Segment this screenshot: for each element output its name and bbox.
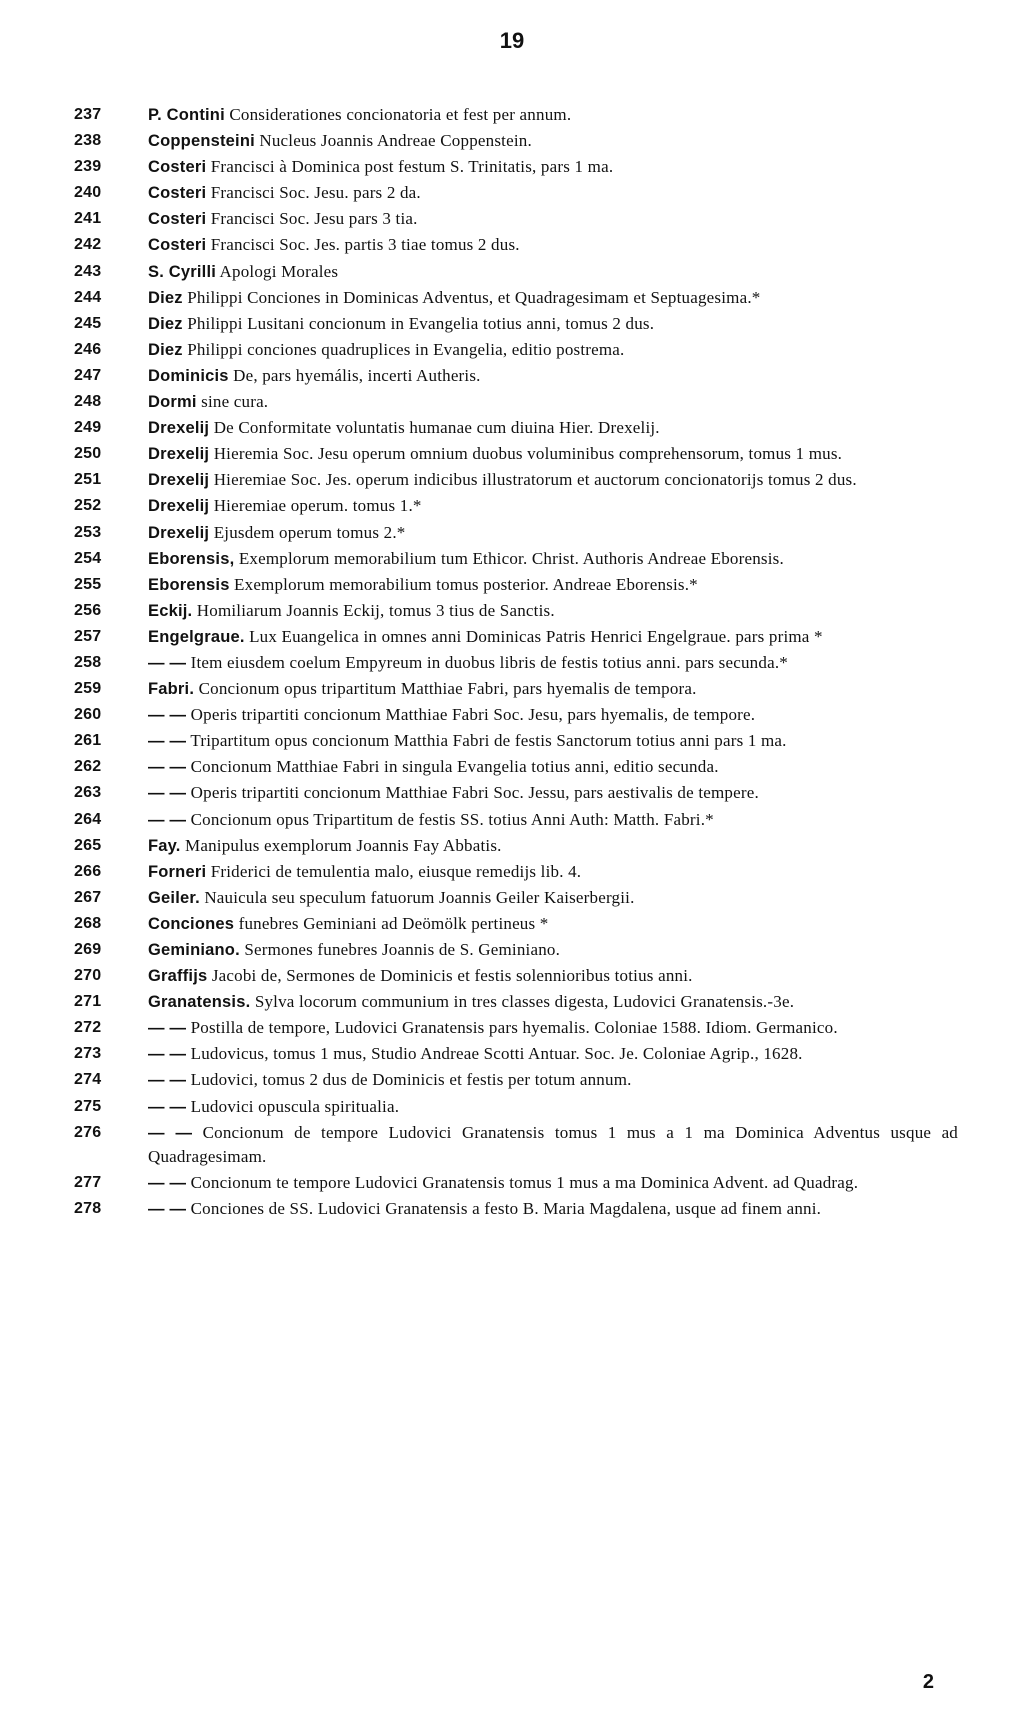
catalogue-entry [74, 207, 958, 232]
entry-number: 272 [74, 1019, 102, 1037]
entry-number: 240 [74, 184, 102, 202]
entry-text: Hieremiae Soc. Jes. operum indicibus illustratorum et auctorum concionatorijs tomus 2 dus. [213, 470, 857, 490]
entry-heading: Diez [148, 288, 183, 307]
entry-number: 269 [74, 941, 102, 958]
entry-text: Jacobi de, Sermones de Dominicis et festis solennioribus totius anni. [211, 966, 693, 986]
entry-heading: Fabri. [148, 680, 195, 699]
entry-text: Concionum te tempore Ludovici Granatensis tomus 1 mus a ma Dominica Advent. ad Quadrag. [190, 1173, 859, 1193]
entry-number: 237 [74, 106, 102, 123]
catalogue-entry [74, 494, 958, 519]
catalogue-entry [74, 651, 958, 676]
entry-text: Ejusdem operum tomus 2.* [213, 522, 406, 542]
page-number: 19 [499, 28, 525, 53]
entry-heading: Costeri [148, 184, 207, 203]
entry-text: Tripartitum opus concionum Matthia Fabri de festis Sanctorum totius anni pars 1 ma. [190, 731, 787, 751]
entry-text: Sylva locorum communium in tres classes digesta, Ludovici Granatensis.-3e. [254, 992, 795, 1012]
entry-text: Postilla de tempore, Ludovici Granatensis pars hyemalis. Coloniae 1588. Idiom. Germanico. [190, 1018, 838, 1038]
entry-heading: Eckij. [148, 601, 193, 620]
catalogue-entry [74, 442, 958, 467]
entry-text: De, pars hyemális, incerti Autheris. [233, 365, 481, 385]
entry-text: Item eiusdem coelum Empyreum in duobus libris de festis totius anni. pars secunda.* [190, 652, 788, 672]
catalogue-entry [74, 781, 958, 806]
entry-heading: — — [148, 1019, 187, 1038]
catalogue-entry [74, 129, 958, 154]
catalogue-entry [74, 1171, 958, 1196]
entry-number: 253 [74, 523, 102, 541]
entry-number: 243 [74, 262, 102, 280]
entry-heading: — — [148, 732, 187, 751]
entry-heading: Graffijs [148, 967, 208, 986]
entry-heading: Eborensis [148, 575, 230, 594]
catalogue-entry [74, 677, 958, 702]
entry-text: Hieremiae operum. tomus 1.* [213, 496, 422, 516]
entry-number: 242 [74, 236, 102, 254]
entry-heading: — — [148, 1071, 187, 1090]
entry-text: Friderici de temulentia malo, eiusque remedijs lib. 4. [210, 861, 582, 881]
catalogue-entry [74, 938, 958, 963]
entry-text: sine cura. [201, 392, 269, 412]
catalogue-entry [74, 416, 958, 441]
entry-heading: Drexelij [148, 471, 210, 490]
entry-text: funebres Geminiani ad Deömölk pertineus * [238, 913, 549, 933]
entry-number: 255 [74, 575, 102, 593]
entry-number: 256 [74, 601, 102, 619]
entry-number: 244 [74, 288, 102, 306]
entry-heading: Geminiano. [148, 941, 240, 959]
entry-number: 278 [74, 1200, 102, 1218]
catalogue-entry [74, 964, 958, 989]
entry-number: 252 [74, 497, 102, 515]
entry-number: 261 [74, 732, 102, 750]
entry-heading: Drexelij [148, 497, 210, 516]
entry-heading: — — [148, 706, 187, 725]
entry-text: Concionum Matthiae Fabri in singula Evangelia totius anni, editio secunda. [190, 757, 719, 777]
entry-number: 238 [74, 132, 102, 150]
entry-heading: Forneri [148, 862, 207, 881]
catalogue-entry [74, 573, 958, 598]
entry-text: Philippi Lusitani concionum in Evangelia totius anni, tomus 2 dus. [187, 313, 655, 333]
entry-heading: Drexelij [148, 523, 210, 542]
entry-number: 277 [74, 1174, 102, 1192]
entry-text: Concionum opus tripartitum Matthiae Fabri, pars hyemalis de tempora. [198, 679, 697, 699]
entry-number: 239 [74, 158, 102, 176]
entry-number: 257 [74, 627, 102, 645]
entry-text: Conciones de SS. Ludovici Granatensis a festo B. Maria Magdalena, usque ad finem anni. [190, 1199, 822, 1219]
entry-text: Ludovici, tomus 2 dus de Dominicis et festis per totum annum. [190, 1070, 632, 1090]
entry-number: 270 [74, 967, 102, 985]
entry-text: Considerationes concionatoria et fest per annum. [229, 105, 572, 124]
entry-text: Francisci Soc. Jesu pars 3 tia. [210, 209, 418, 229]
entry-number: 250 [74, 445, 102, 463]
entry-number: 263 [74, 784, 102, 802]
entry-heading: Coppensteini [148, 132, 255, 151]
entry-heading: — — [148, 1045, 187, 1064]
catalogue-entries [74, 103, 958, 1223]
catalogue-entry [74, 338, 958, 363]
entry-number: 268 [74, 914, 102, 932]
catalogue-entry [74, 521, 958, 546]
catalogue-entry [74, 1095, 958, 1120]
entry-text: Francisci Soc. Jesu. pars 2 da. [210, 183, 421, 203]
catalogue-entry [74, 1042, 958, 1067]
catalogue-entry [74, 703, 958, 728]
catalogue-entry [74, 808, 958, 833]
entry-text: Sermones funebres Joannis de S. Geminiano. [244, 940, 561, 959]
entry-number: 246 [74, 340, 102, 358]
catalogue-entry [74, 286, 958, 311]
entry-number: 273 [74, 1045, 102, 1063]
entry-number: 248 [74, 393, 102, 411]
entry-text: Exemplorum memorabilium tum Ethicor. Christ. Authoris Andreae Eborensis. [238, 548, 784, 568]
catalogue-entry [74, 860, 958, 885]
entry-number: 274 [74, 1071, 102, 1089]
entry-text: Concionum de tempore Ludovici Granatensis tomus 1 mus a 1 ma Dominica Adventus usque ad Quadragesimam. [148, 1122, 959, 1167]
entry-heading: — — [148, 758, 187, 777]
entry-heading: Costeri [148, 236, 207, 255]
catalogue-entry [74, 729, 958, 754]
entry-heading: Engelgraue. [148, 627, 245, 646]
catalogue-entry [74, 181, 958, 206]
entry-heading: Granatensis. [148, 993, 251, 1012]
catalogue-entry [74, 912, 958, 937]
entry-text: Operis tripartiti concionum Matthiae Fabri Soc. Jessu, pars aestivalis de tempere. [190, 783, 759, 803]
entry-heading: — — [148, 653, 187, 672]
entry-heading: Conciones [148, 914, 235, 933]
entry-number: 258 [74, 653, 102, 671]
entry-text: Philippi conciones quadruplices in Evangelia, editio postrema. [187, 339, 625, 359]
entry-number: 245 [74, 314, 102, 332]
entry-text: Lux Euangelica in omnes anni Dominicas Patris Henrici Engelgraue. pars prima * [249, 626, 823, 646]
entry-number: 271 [74, 993, 102, 1011]
entry-number: 254 [74, 549, 102, 567]
entry-number: 264 [74, 810, 102, 828]
entry-heading: Eborensis, [148, 549, 235, 568]
entry-heading: Dominicis [148, 366, 229, 385]
entry-text: Francisci à Dominica post festum S. Trinitatis, pars 1 ma. [210, 157, 614, 177]
catalogue-entry [74, 103, 958, 128]
entry-heading: Fay. [148, 836, 181, 855]
entry-heading: Drexelij [148, 419, 210, 438]
catalogue-entry [74, 1197, 958, 1222]
entry-text: Ludovicus, tomus 1 mus, Studio Andreae Scotti Antuar. Soc. Je. Coloniae Agrip., 1628. [190, 1044, 803, 1064]
entry-number: 260 [74, 706, 102, 724]
entry-heading: Costeri [148, 158, 207, 177]
entry-text: Operis tripartiti concionum Matthiae Fabri Soc. Jesu, pars hyemalis, de tempore. [190, 705, 756, 725]
catalogue-entry [74, 990, 958, 1015]
entry-text: Hieremia Soc. Jesu operum omnium duobus voluminibus comprehensorum, tomus 1 mus. [213, 444, 843, 464]
entry-heading: — — [148, 1174, 187, 1193]
entry-heading: S. Cyrilli [148, 262, 217, 281]
entry-number: 266 [74, 862, 102, 880]
entry-heading: Diez [148, 340, 183, 359]
catalogue-entry [74, 155, 958, 180]
entry-number: 249 [74, 419, 102, 437]
entry-heading: — — [148, 1200, 187, 1219]
entry-heading: — — [148, 810, 187, 829]
entry-heading: — — [148, 1123, 193, 1142]
entry-heading: Diez [148, 314, 183, 333]
signature-mark: 2 [922, 1671, 934, 1693]
entry-text: Nauicula seu speculum fatuorum Joannis Geiler Kaiserbergii. [204, 887, 635, 907]
catalogue-entry [74, 364, 958, 389]
catalogue-entry [74, 625, 958, 650]
entry-text: Ludovici opuscula spiritualia. [190, 1096, 400, 1116]
entry-heading: Geiler. [148, 888, 200, 907]
catalogue-entry [74, 312, 958, 337]
catalogue-entry [74, 1068, 958, 1093]
catalogue-entry [74, 468, 958, 493]
entry-text: Apologi Morales [219, 261, 339, 281]
catalogue-entry [74, 1016, 958, 1041]
entry-number: 262 [74, 758, 102, 776]
catalogue-entry [74, 599, 958, 624]
catalogue-entry [74, 233, 958, 258]
catalogue-entry [74, 390, 958, 415]
entry-text: Concionum opus Tripartitum de festis SS. totius Anni Auth: Matth. Fabri.* [190, 809, 714, 829]
catalogue-entry [74, 834, 958, 859]
catalogue-entry [74, 260, 958, 285]
entry-heading: — — [148, 784, 187, 803]
entry-text: De Conformitate voluntatis humanae cum diuina Hier. Drexelij. [213, 418, 660, 438]
entry-heading: — — [148, 1097, 187, 1116]
entry-number: 276 [74, 1123, 102, 1141]
entry-number: 265 [74, 836, 102, 854]
entry-text: Francisci Soc. Jes. partis 3 tiae tomus 2 dus. [210, 235, 520, 255]
entry-text: Manipulus exemplorum Joannis Fay Abbatis. [185, 835, 502, 855]
entry-number: 259 [74, 680, 102, 698]
entry-number: 241 [74, 210, 102, 228]
entry-text: Exemplorum memorabilium tomus posterior. Andreae Eborensis.* [234, 574, 698, 594]
entry-number: 267 [74, 888, 102, 906]
entry-text: Philippi Conciones in Dominicas Adventus, et Quadragesimam et Septuagesima.* [187, 287, 761, 307]
catalogue-entry [74, 755, 958, 780]
catalogue-entry [74, 886, 958, 911]
catalogue-entry [74, 1121, 958, 1170]
entry-number: 275 [74, 1097, 102, 1115]
entry-heading: Drexelij [148, 445, 210, 464]
entry-heading: Costeri [148, 210, 207, 229]
catalogue-entry [74, 547, 958, 572]
entry-number: 247 [74, 366, 102, 384]
entry-number: 251 [74, 471, 102, 489]
entry-text: Nucleus Joannis Andreae Coppenstein. [259, 131, 532, 151]
entry-text: Homiliarum Joannis Eckij, tomus 3 tius de Sanctis. [196, 600, 555, 620]
entry-heading: Dormi [148, 393, 197, 412]
entry-heading: P. Contini [148, 106, 225, 124]
